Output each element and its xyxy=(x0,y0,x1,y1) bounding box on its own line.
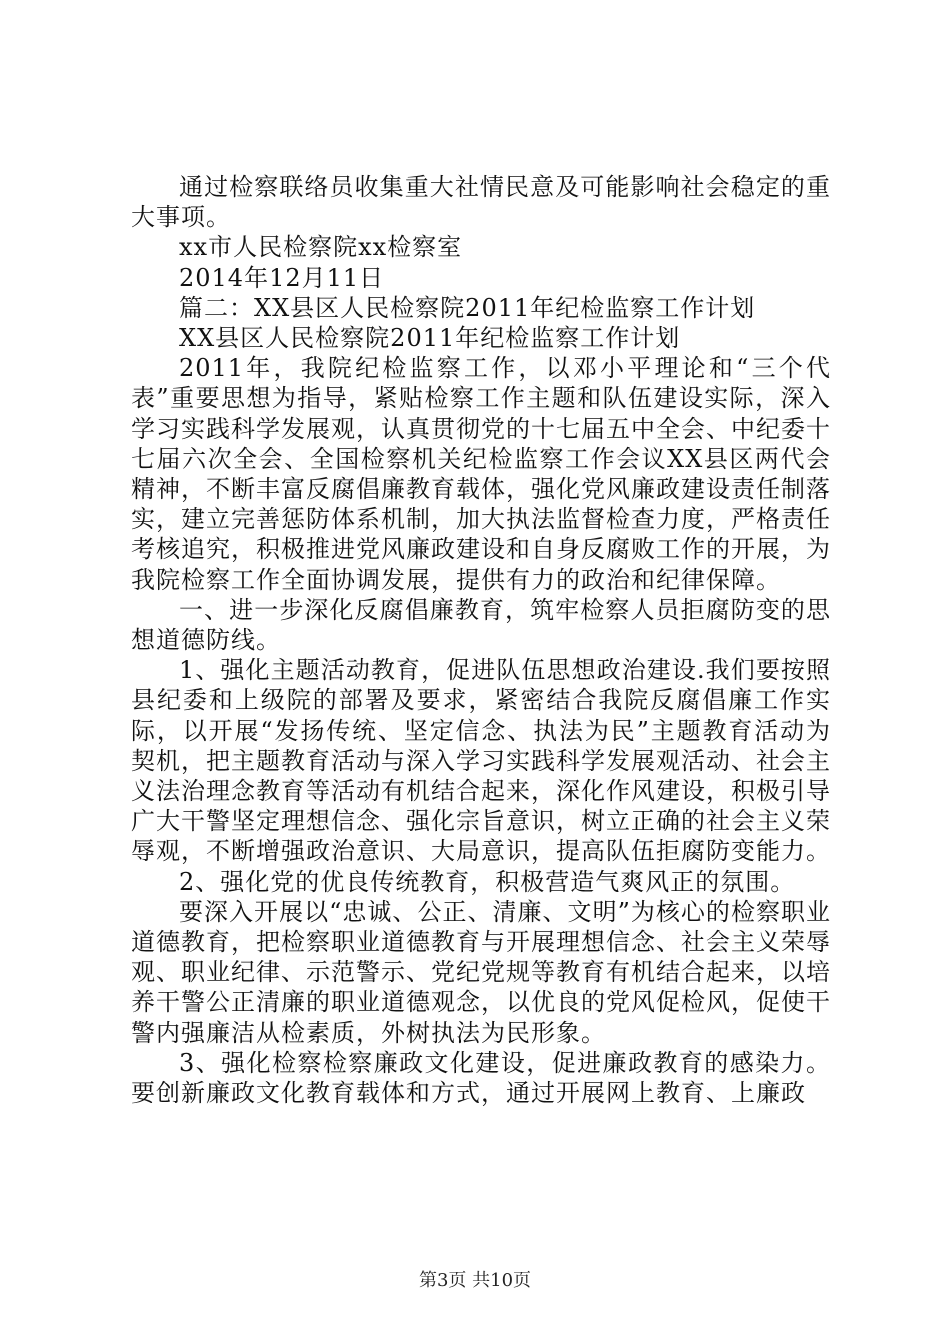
document-body xyxy=(131,172,831,1108)
paragraph-2: xx市人民检察院xx检察室 xyxy=(179,233,463,262)
paragraph-6: 2011年，我院纪检监察工作，以邓小平理论和“三个代表”重要思想为指导，紧贴检察工作主题和队伍建设实际，深入学习实践科学发展观，认真贯彻党的十七届五中全会、中纪委十七届六次全会、全国检察机关纪检监察工作会议XX县区两代会精神，不断丰富反腐倡廉教育载体，强化党风廉政建设责任制落实，建立完善惩防体系机制，加大执法监督检查力度，严格责任考核追究，积极推进党风廉政建设和自身反腐败工作的开展，为我院检察工作全面协调发展，提供有力的政治和纪律保障。 xyxy=(131,354,831,594)
paragraph-8: 1、强化主题活动教育，促进队伍思想政治建设.我们要按照县纪委和上级院的部署及要求，紧密结合我院反腐倡廉工作实际，以开展“发扬传统、坚定信念、执法为民”主题教育活动为契机，把主题教育活动与深入学习实践科学发展观活动、社会主义法治理念教育等活动有机结合起来，深化作风建设，积极引导广大干警坚定理想信念、强化宗旨意识，树立正确的社会主义荣辱观，不断增强政治意识、大局意识，提高队伍拒腐防变能力。 xyxy=(131,656,831,866)
paragraph-11: 3、强化检察检察廉政文化建设，促进廉政教育的感染力。要创新廉政文化教育载体和方式，通过开展网上教育、上廉政 xyxy=(131,1048,831,1108)
paragraph-1: 通过检察联络员收集重大社情民意及可能影响社会稳定的重大事项。 xyxy=(131,173,831,232)
paragraph-7: 一、进一步深化反腐倡廉教育，筑牢检察人员拒腐防变的思想道德防线。 xyxy=(131,595,831,655)
paragraph-10: 要深入开展以“忠诚、公正、清廉、文明”为核心的检察职业道德教育，把检察职业道德教育与开展理想信念、社会主义荣辱观、职业纪律、示范警示、党纪党规等教育有机结合起来，以培养干警公正清廉的职业道德观念，以优良的党风促检风，促使干警内强廉洁从检素质，外树执法为民形象。 xyxy=(131,897,831,1047)
paragraph-4: 篇二：XX县区人民检察院2011年纪检监察工作计划 xyxy=(179,293,756,322)
paragraph-9: 2、强化党的优良传统教育，积极营造气爽风正的氛围。 xyxy=(179,867,796,896)
page-footer: 第3页 共10页 xyxy=(418,1270,532,1291)
paragraph-3: 2014年12月11日 xyxy=(179,263,385,292)
paragraph-5: XX县区人民检察院2011年纪检监察工作计划 xyxy=(179,324,681,353)
